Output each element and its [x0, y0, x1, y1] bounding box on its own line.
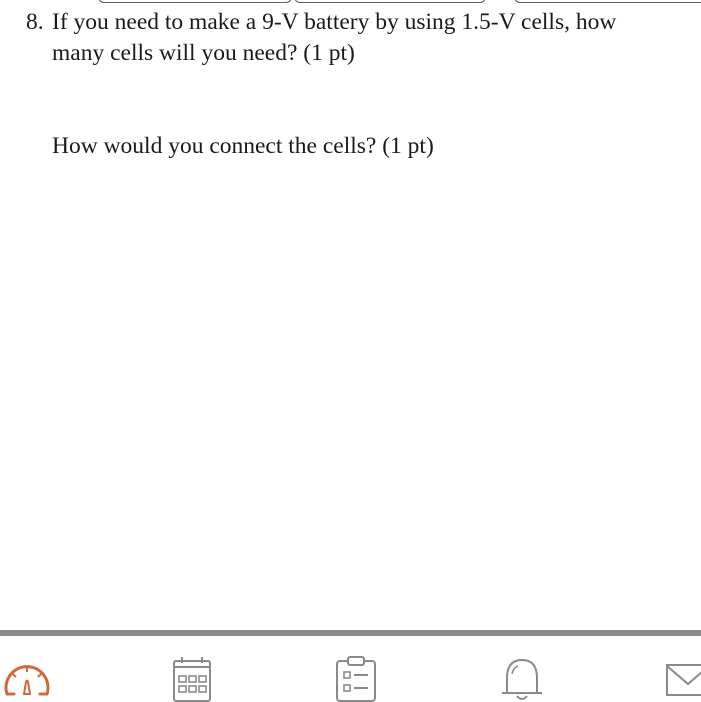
dashboard-gauge-icon[interactable] [2, 662, 52, 698]
top-tab-left[interactable] [98, 0, 292, 3]
notifications-bell-icon[interactable] [499, 656, 545, 702]
sub-question-text: How would you connect the cells? (1 pt) [52, 133, 434, 159]
todo-clipboard-icon[interactable] [335, 655, 377, 702]
bottom-navigation-bar [0, 636, 701, 702]
top-tab-strip [0, 0, 701, 4]
top-tab-right[interactable] [514, 0, 701, 3]
inbox-envelope-icon[interactable] [666, 664, 701, 696]
question-text-line-2: many cells will you need? (1 pt) [52, 40, 355, 66]
calendar-icon[interactable] [172, 656, 212, 702]
question-8 [26, 7, 696, 69]
question-text-line-1: If you need to make a 9-V battery by using 1.5-V cells, how [52, 9, 617, 35]
question-number: 8. [26, 9, 44, 35]
top-tab-middle[interactable] [294, 0, 486, 3]
